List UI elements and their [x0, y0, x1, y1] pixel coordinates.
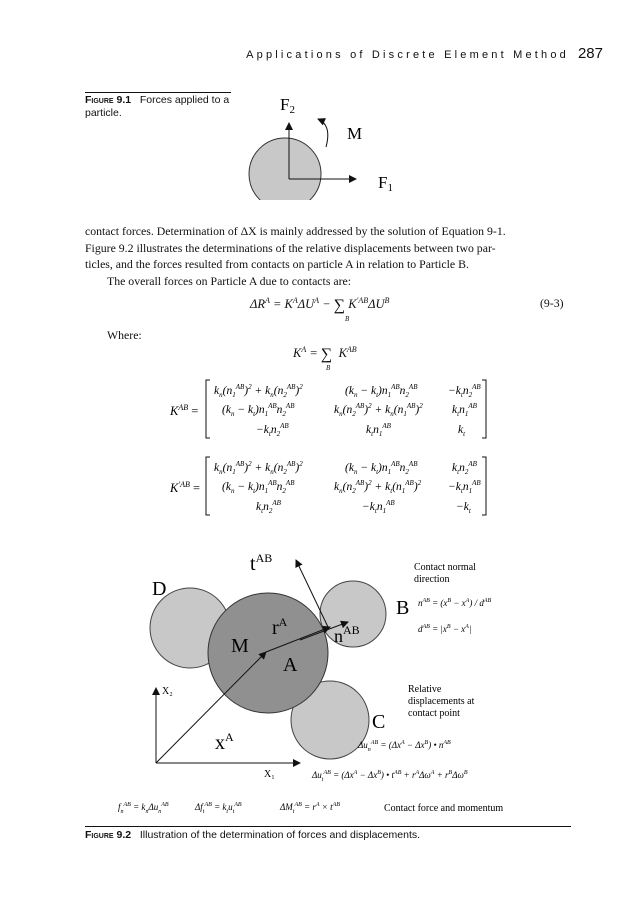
note-contact-force: Contact force and momentum	[384, 803, 504, 814]
equation-number: (9-3)	[540, 296, 564, 310]
eq-normal: $n^{AB} = (x^B - x^A) / d^{AB}$	[418, 598, 492, 608]
eq-moment: $\Delta M_t^{AB} = r^A \times t^{AB}$	[280, 802, 340, 815]
note-relative-3: contact point	[408, 708, 460, 719]
svg-text:(kn − kt)n1ABn2AB: $(k_n - k_t)n_1^{AB}n_2^{AB}$	[345, 383, 418, 399]
svg-text:(kn − kt)n1ABn2AB: $(k_n - k_t)n_1^{AB}n_2^{AB}$	[222, 479, 295, 495]
svg-text:ktn1AB: $k_tn_1^{AB}$	[366, 422, 391, 438]
body-line: The overall forces on Particle A due to contacts are:	[107, 273, 352, 288]
figure-1-caption	[85, 94, 235, 120]
running-title: Applications of Discrete Element Method	[246, 49, 569, 61]
svg-text:kn(n2AB)2 + kn(n1AB)2: $k_n(n_2^{AB})^2 + k_n(n_1^{AB})^2$	[334, 402, 423, 418]
eq-fn: $f_n^{AB} = k_n\Delta u_n^{AB}$	[118, 802, 169, 815]
figure-2-caption	[85, 829, 571, 842]
figure-1-caption-label: Figure 9.1	[85, 94, 132, 106]
note-contact-normal: Contact normal	[414, 562, 476, 573]
sum-subscript: B	[345, 315, 350, 323]
label-x: $x^A$	[215, 730, 234, 754]
kprime-matrix	[170, 453, 490, 519]
label-x2: X₂	[162, 686, 173, 697]
f2-label: F2	[280, 95, 295, 116]
svg-text:kn(n2AB)2 + kt(n1AB)2: $k_n(n_2^{AB})^2 + k_t(n_1^{AB})^2$	[334, 479, 422, 495]
equation-ka	[0, 343, 621, 373]
figure-1-diagram	[240, 85, 420, 200]
moment-label: M	[347, 124, 363, 143]
kab-label: $K^{AB}$ =	[170, 403, 199, 418]
eq-distance: $d^{AB} = |x^B - x^A|$	[418, 624, 472, 634]
svg-text:ktn2AB: $k_tn_2^{AB}$	[256, 499, 281, 515]
kab-matrix	[170, 376, 490, 442]
where-text: Where:	[107, 328, 142, 342]
particle-circle	[249, 138, 321, 200]
label-b: B	[396, 597, 410, 619]
svg-text:−ktn2AB: $-k_tn_2^{AB}$	[256, 422, 289, 438]
body-line: Figure 9.2 illustrates the determinations of the relative displacements between two par-	[85, 240, 496, 255]
page-number: 287	[577, 45, 603, 62]
body-line: ticles, and the forces resulted from contacts on particle A in relation to Particle B.	[85, 257, 469, 271]
sum-subscript: B	[326, 364, 331, 372]
svg-text:kt: $k_t$	[458, 424, 466, 438]
svg-text:−ktn2AB: $-k_tn_2^{AB}$	[448, 383, 481, 399]
figure-2-caption-text: Illustration of the determination of forces and displacements.	[139, 829, 421, 841]
label-a: A	[283, 654, 298, 676]
svg-text:ktn1AB: $k_tn_1^{AB}$	[452, 402, 477, 418]
moment-arrow	[318, 119, 328, 147]
figure-2-diagram	[100, 530, 580, 825]
svg-text:ktn2AB: $k_tn_2^{AB}$	[452, 460, 477, 476]
particle-a	[208, 593, 328, 713]
svg-text:kn(n1AB)2 + kn(n2AB)2: $k_n(n_1^{AB})^2 + k_n(n_2^{AB})^2$	[214, 460, 303, 476]
svg-text:−ktn1AB: $-k_tn_1^{AB}$	[448, 479, 481, 495]
note-relative: Relative	[408, 684, 442, 695]
body-line: contact forces. Determination of ΔX is mainly addressed by the solution of Equation 9-1.	[85, 224, 506, 238]
svg-text:−kt: $-k_t$	[456, 501, 471, 515]
body-paragraph	[85, 223, 571, 289]
figure-1-caption-text: Forces applied to a particle.	[85, 94, 230, 119]
label-x1: X₁	[264, 769, 275, 780]
equation-9-3-body: $\Delta R^A = K^A\Delta U^A$ − ∑ $K^{'AB}\Delta U^B$	[250, 295, 390, 314]
svg-text:kn(n1AB)2 + kn(n2AB)2: $k_n(n_1^{AB})^2 + k_n(n_2^{AB})^2$	[214, 383, 303, 399]
note-relative-2: displacements at	[408, 696, 475, 707]
svg-text:(kn − kt)n1ABn2AB: $(k_n - k_t)n_1^{AB}n_2^{AB}$	[345, 460, 418, 476]
figure-2-rule	[85, 826, 571, 827]
label-m: M	[231, 635, 249, 657]
figure-1-rule	[85, 92, 231, 93]
svg-text:(kn − kt)n1ABn2AB: $(k_n - k_t)n_1^{AB}n_2^{AB}$	[222, 402, 295, 418]
kprime-label: $K^{'AB}$ =	[170, 480, 201, 495]
note-contact-normal-2: direction	[414, 574, 450, 585]
eq-ft: $\Delta f_t^{AB} = k_tu_t^{AB}$	[195, 802, 242, 815]
svg-text:−ktn1AB: $-k_tn_1^{AB}$	[362, 499, 395, 515]
eq-tangential-disp: $\Delta u_t^{AB} = (\Delta x^A - \Delta x^B)$ • $t^{AB} + r^A\Delta\omega^A + r^B\Delta\omega^B$	[312, 770, 468, 783]
eq-normal-disp: $\Delta u_n^{AB} = (\Delta x^A - \Delta x^B)$ • $n^{AB}$	[358, 740, 451, 753]
label-n: $n^{AB}$	[334, 623, 360, 646]
label-d: D	[152, 578, 167, 600]
label-r: $r^A$	[272, 615, 288, 639]
equation-ka-body: $K^A$ = ∑ $K^{AB}$	[293, 344, 357, 363]
label-t: $t^{AB}$	[250, 551, 273, 575]
figure-2-caption-label: Figure 9.2	[85, 829, 132, 841]
label-c: C	[372, 711, 386, 733]
equation-9-3	[0, 294, 621, 328]
f1-label: F1	[378, 173, 393, 194]
particle-b	[320, 581, 386, 647]
